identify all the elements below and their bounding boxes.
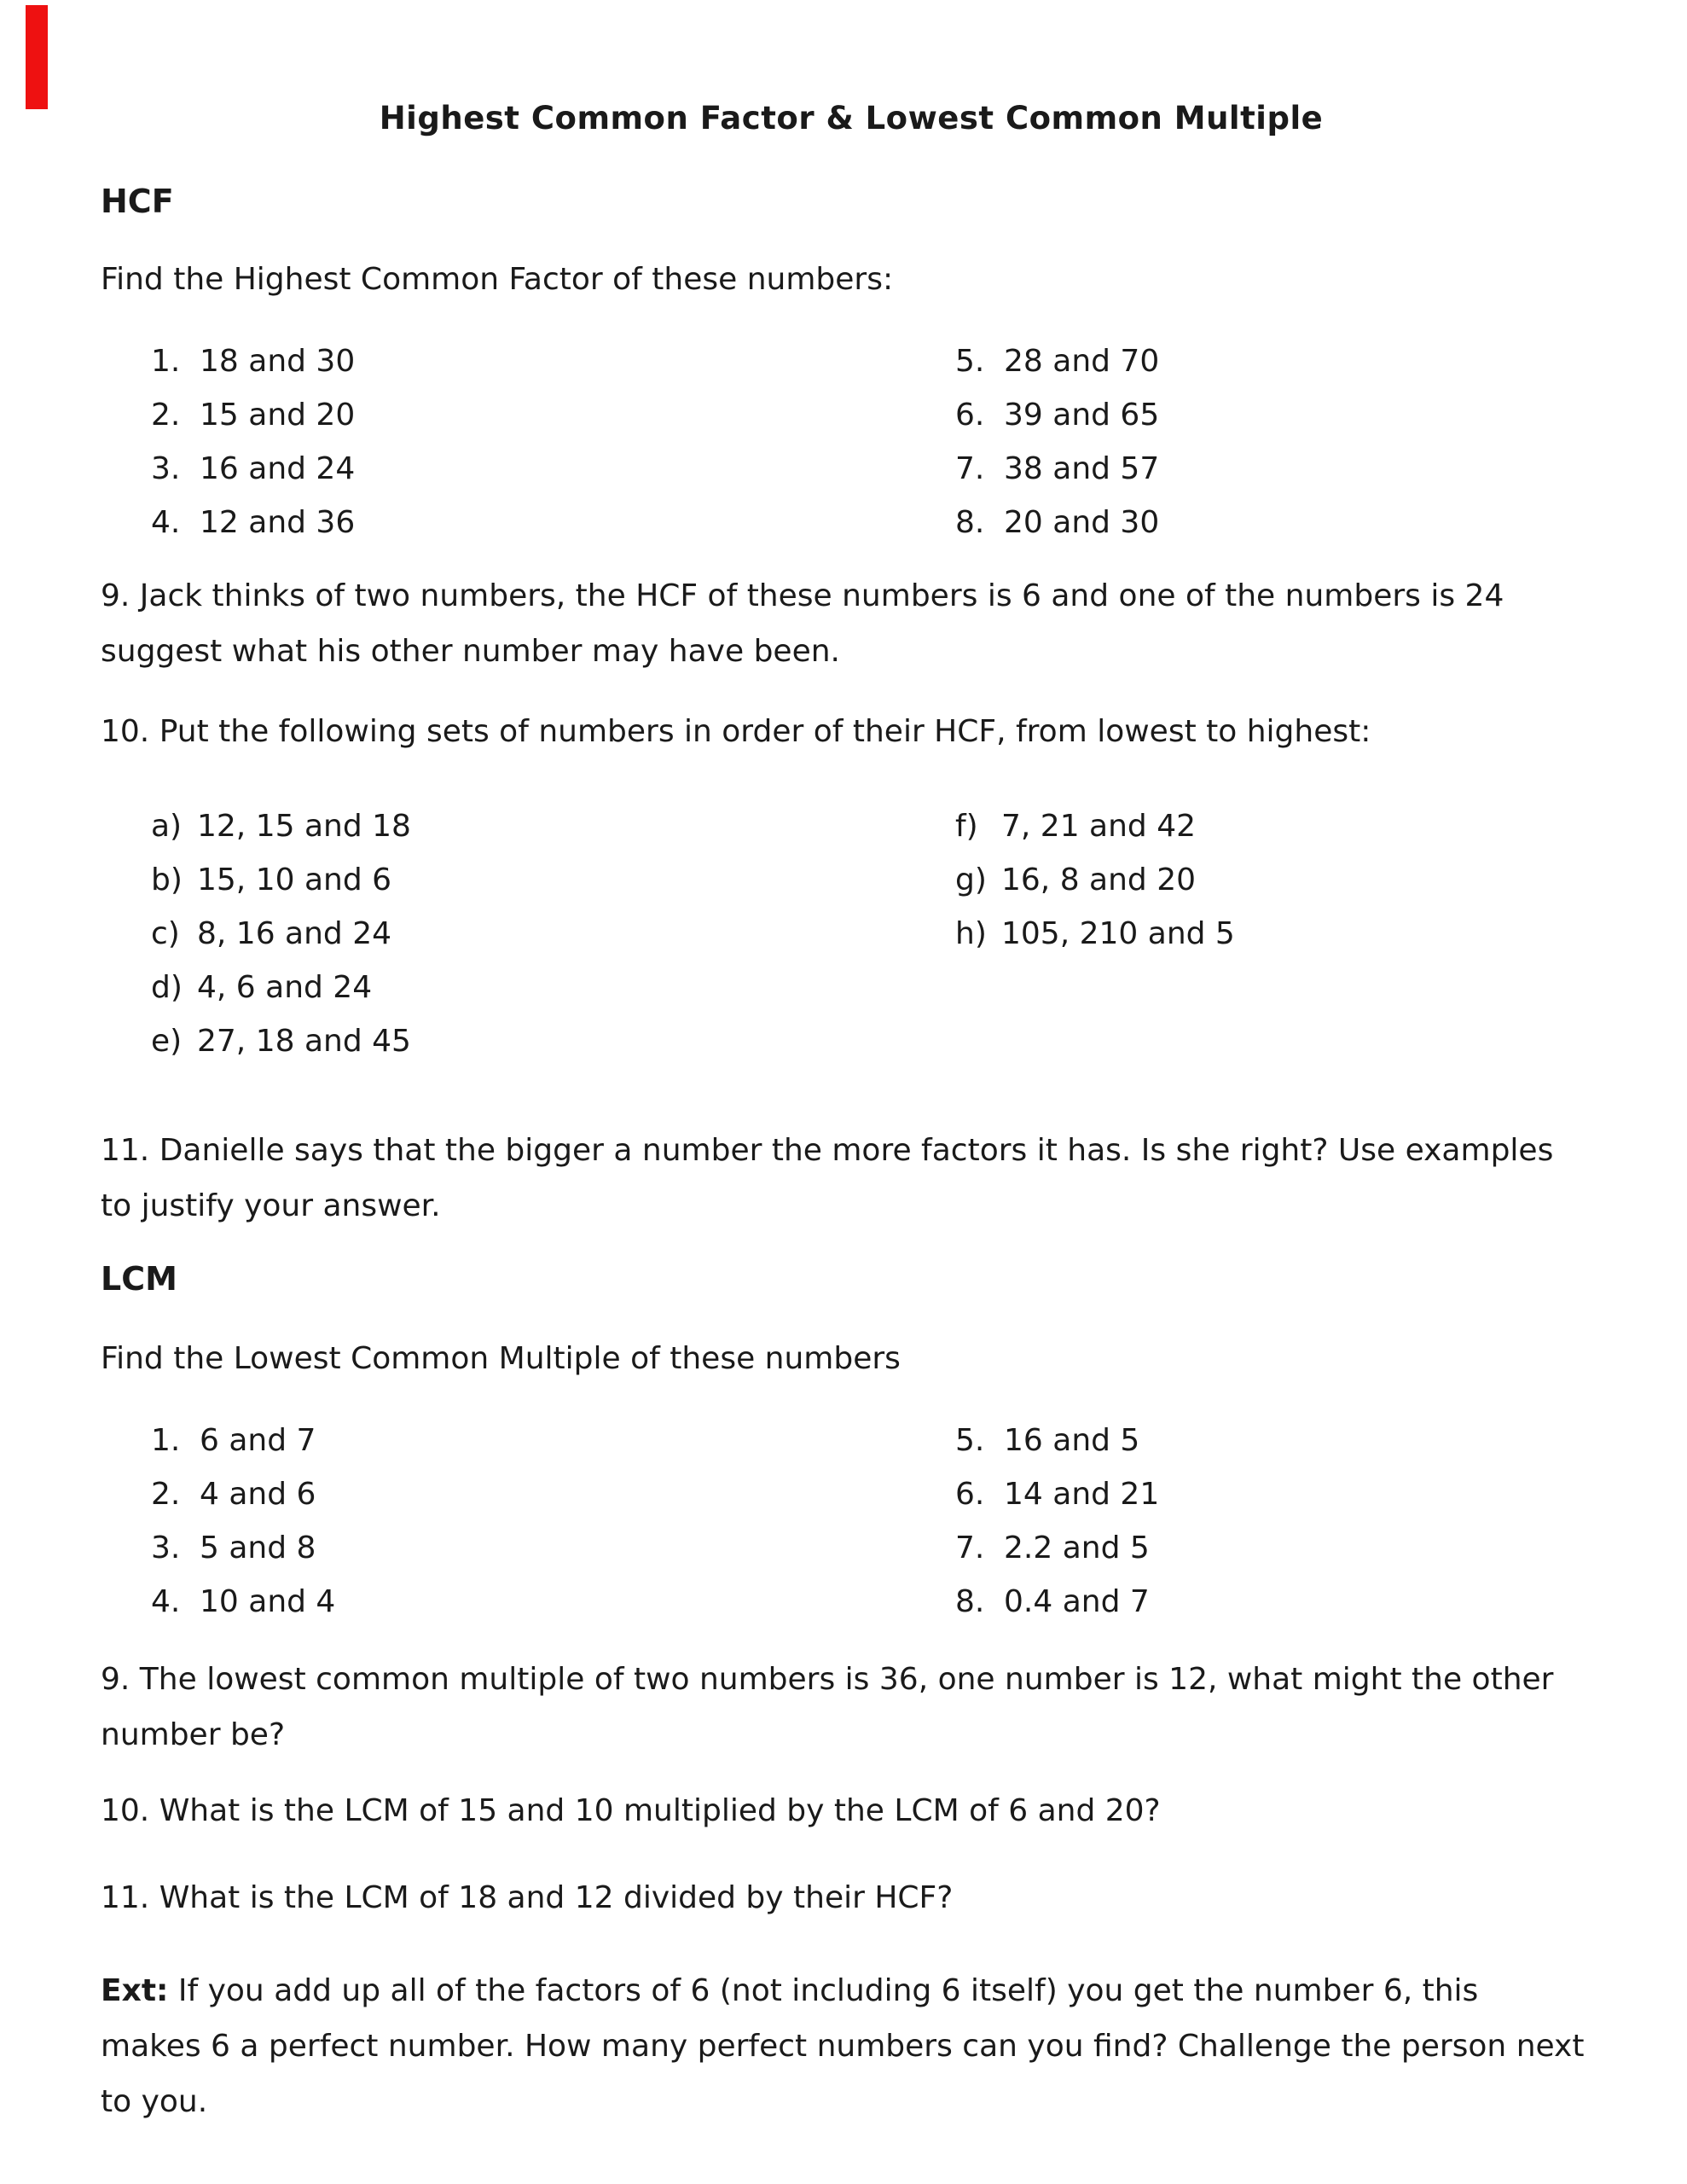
hcf-number-list [101,334,1602,549]
item-value: 105, 210 and 5 [1001,916,1235,951]
item-value: 16, 8 and 20 [1001,863,1197,897]
hcf-list-right-column [955,334,1602,549]
item-number: 8. [955,1584,985,1619]
red-bookmark-ribbon [26,5,48,109]
item-number: 8. [955,505,985,540]
list-item [101,907,955,961]
list-item [955,907,1602,961]
lcm-number-list [101,1414,1602,1629]
hcf-question-10: 10. Put the following sets of numbers in order of their HCF, from lowest to highest: [101,714,1371,749]
item-value: 15, 10 and 6 [197,863,392,897]
hcf-section-heading: HCF [101,183,174,220]
item-value: 27, 18 and 45 [197,1024,411,1059]
item-value: 38 and 57 [1004,451,1160,486]
list-item [955,1575,1602,1629]
list-item [101,853,955,907]
item-number: 1. [151,1423,181,1458]
list-item [955,1467,1602,1521]
item-number: 3. [151,451,181,486]
question-line: 9. Jack thinks of two numbers, the HCF of these numbers is 6 and one of the numbers is 24 [101,578,1504,613]
lcm-list-right-column [955,1414,1602,1629]
sets-left-column [101,799,955,1068]
question-line: makes 6 a perfect number. How many perfect numbers can you find? Challenge the person next [101,2029,1585,2064]
ext-label: Ext: [101,1973,169,2008]
item-value: 28 and 70 [1004,344,1160,379]
question-line [101,1963,1602,2018]
list-item [101,1521,955,1575]
item-value: 20 and 30 [1004,505,1160,540]
item-number: 3. [151,1531,181,1565]
list-item [101,334,955,388]
list-item [955,388,1602,442]
list-item [955,1521,1602,1575]
question-line: to justify your answer. [101,1188,441,1223]
item-value: 12 and 36 [200,505,356,540]
question-line: 9. The lowest common multiple of two numbers is 36, one number is 12, what might the other [101,1662,1554,1697]
list-item [101,388,955,442]
item-letter: h) [955,916,987,951]
item-letter: d) [151,970,183,1005]
lcm-question-11: 11. What is the LCM of 18 and 12 divided by their HCF? [101,1880,954,1915]
list-item [101,496,955,549]
item-value: 0.4 and 7 [1004,1584,1150,1619]
list-item [101,442,955,496]
item-number: 2. [151,398,181,433]
lcm-section-heading: LCM [101,1260,177,1298]
question-line: suggest what his other number may have been. [101,634,840,669]
list-item [955,334,1602,388]
hcf-question-9 [101,568,1602,679]
item-value: 2.2 and 5 [1004,1531,1150,1565]
item-number: 4. [151,505,181,540]
item-number: 7. [955,1531,985,1565]
item-number: 5. [955,1423,985,1458]
item-value: 15 and 20 [200,398,356,433]
item-value: 39 and 65 [1004,398,1160,433]
item-value: 5 and 8 [200,1531,316,1565]
item-value: 16 and 5 [1004,1423,1140,1458]
list-item [101,799,955,853]
item-number: 7. [955,451,985,486]
item-value: 4, 6 and 24 [197,970,373,1005]
item-value: 16 and 24 [200,451,356,486]
extension-question [101,1963,1602,2129]
item-value: 14 and 21 [1004,1477,1160,1512]
question-line: to you. [101,2084,208,2119]
lcm-question-9 [101,1652,1602,1763]
question-line: 11. Danielle says that the bigger a number the more factors it has. Is she right? Use examples [101,1133,1554,1168]
item-letter: f) [955,809,978,844]
hcf-question-11 [101,1123,1602,1234]
item-value: 4 and 6 [200,1477,316,1512]
item-value: 8, 16 and 24 [197,916,392,951]
item-value: 7, 21 and 42 [1001,809,1197,844]
item-number: 6. [955,398,985,433]
lcm-intro: Find the Lowest Common Multiple of these numbers [101,1341,901,1376]
list-item [955,853,1602,907]
list-item [955,496,1602,549]
list-item [955,799,1602,853]
list-item [955,1414,1602,1467]
list-item [101,961,955,1014]
list-item [101,1467,955,1521]
hcf-sets-list [101,799,1602,1068]
question-line: number be? [101,1717,286,1752]
item-value: 10 and 4 [200,1584,336,1619]
lcm-list-left-column [101,1414,955,1629]
hcf-list-left-column [101,334,955,549]
list-item [101,1014,955,1068]
item-number: 4. [151,1584,181,1619]
list-item [101,1575,955,1629]
ext-text: If you add up all of the factors of 6 (not including 6 itself) you get the number 6, this [168,1973,1479,2008]
list-item [955,442,1602,496]
item-letter: b) [151,863,183,897]
item-value: 12, 15 and 18 [197,809,411,844]
item-letter: c) [151,916,180,951]
item-value: 18 and 30 [200,344,356,379]
lcm-question-10: 10. What is the LCM of 15 and 10 multiplied by the LCM of 6 and 20? [101,1793,1161,1828]
item-letter: g) [955,863,987,897]
item-number: 1. [151,344,181,379]
item-letter: e) [151,1024,183,1059]
item-value: 6 and 7 [200,1423,316,1458]
item-letter: a) [151,809,183,844]
item-number: 2. [151,1477,181,1512]
sets-right-column [955,799,1602,1068]
page-title: Highest Common Factor & Lowest Common Multiple [379,100,1324,136]
item-number: 5. [955,344,985,379]
item-number: 6. [955,1477,985,1512]
hcf-intro: Find the Highest Common Factor of these numbers: [101,262,894,297]
list-item [101,1414,955,1467]
